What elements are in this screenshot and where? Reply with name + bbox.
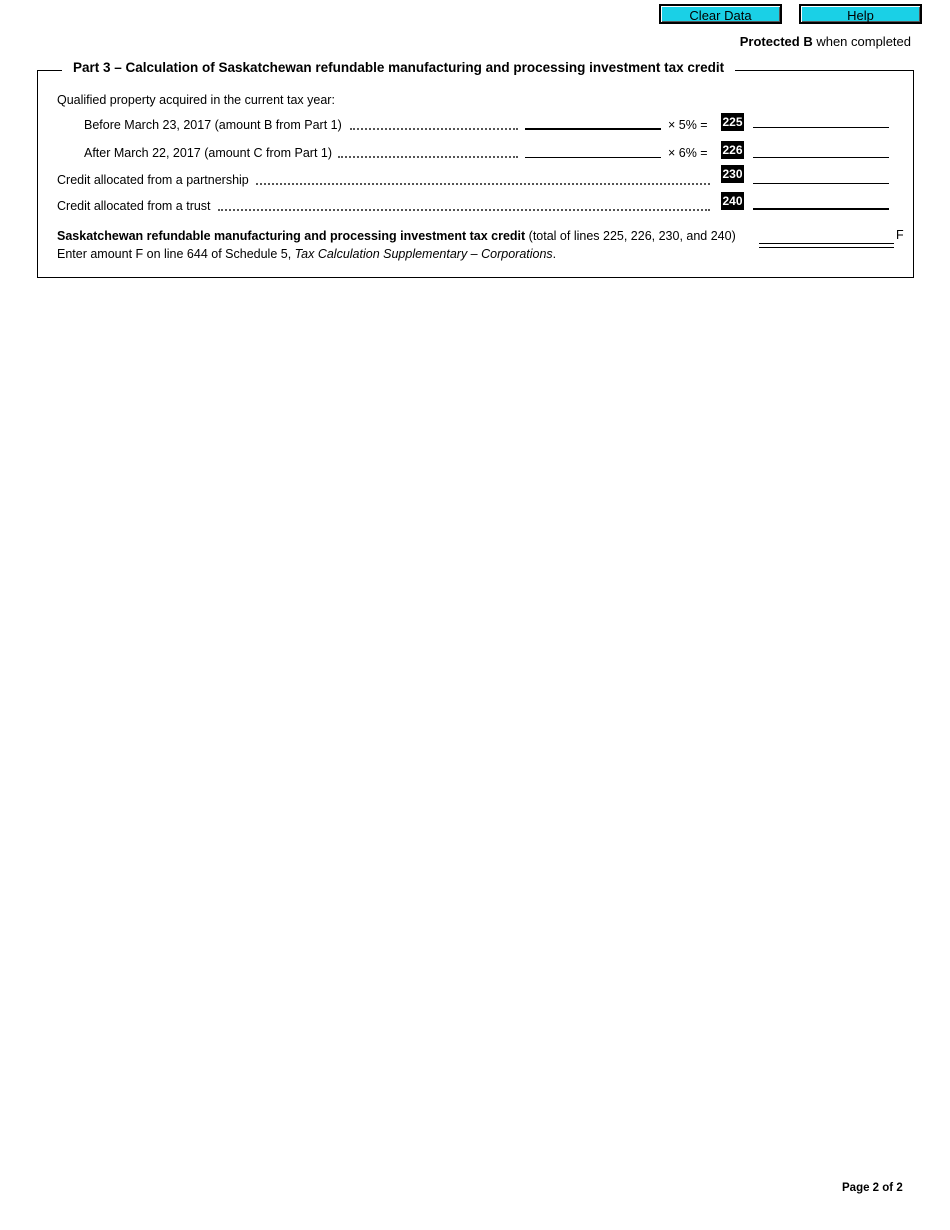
dot-leader [350, 128, 518, 130]
line-240-badge: 240 [722, 194, 743, 208]
page-number: Page 2 of 2 [842, 1182, 903, 1194]
amount-b-input[interactable] [525, 128, 661, 130]
dot-leader [338, 156, 518, 158]
line-225-input[interactable] [753, 127, 889, 128]
row-225-label: Before March 23, 2017 (amount B from Part 1) [84, 118, 342, 132]
amount-f-letter: F [896, 228, 904, 242]
line-230-badge: 230 [722, 167, 743, 181]
clear-data-button[interactable]: Clear Data [659, 4, 782, 24]
part3-title: Part 3 – Calculation of Saskatchewan refundable manufacturing and processing investment tax credit [62, 60, 735, 75]
when-completed-label: when completed [812, 34, 911, 49]
total-label [57, 229, 736, 243]
help-button[interactable]: Help [799, 4, 922, 24]
intro-text: Qualified property acquired in the current tax year: [57, 93, 335, 107]
dot-leader [256, 183, 710, 185]
line-240-input[interactable] [753, 208, 889, 210]
amount-c-input[interactable] [525, 157, 661, 158]
total-f-input[interactable] [759, 243, 894, 244]
schedule-note [57, 247, 556, 261]
double-underline [759, 247, 894, 248]
line-226-badge: 226 [722, 143, 743, 157]
note-suffix: . [552, 247, 557, 261]
total-label-bold: Saskatchewan refundable manufacturing and processing investment tax credit [57, 229, 526, 243]
row-230-label: Credit allocated from a partnership [57, 173, 249, 187]
line-230-input[interactable] [753, 183, 889, 184]
row-226-label: After March 22, 2017 (amount C from Part 1) [84, 146, 333, 160]
row-240-label: Credit allocated from a trust [57, 199, 211, 213]
dot-leader [218, 209, 710, 211]
note-prefix: Enter amount F on line 644 of Schedule 5, [57, 247, 295, 261]
total-label-detail: (total of lines 225, 226, 230, and 240) [525, 229, 736, 243]
line-226-input[interactable] [753, 157, 889, 158]
note-schedule-title: Tax Calculation Supplementary – Corporations [294, 247, 553, 261]
multiplier-5: × 5% = [668, 118, 708, 132]
line-225-badge: 225 [722, 115, 743, 129]
protected-b-label: Protected B [739, 34, 813, 49]
protected-notice [740, 34, 911, 49]
multiplier-6: × 6% = [668, 146, 708, 160]
